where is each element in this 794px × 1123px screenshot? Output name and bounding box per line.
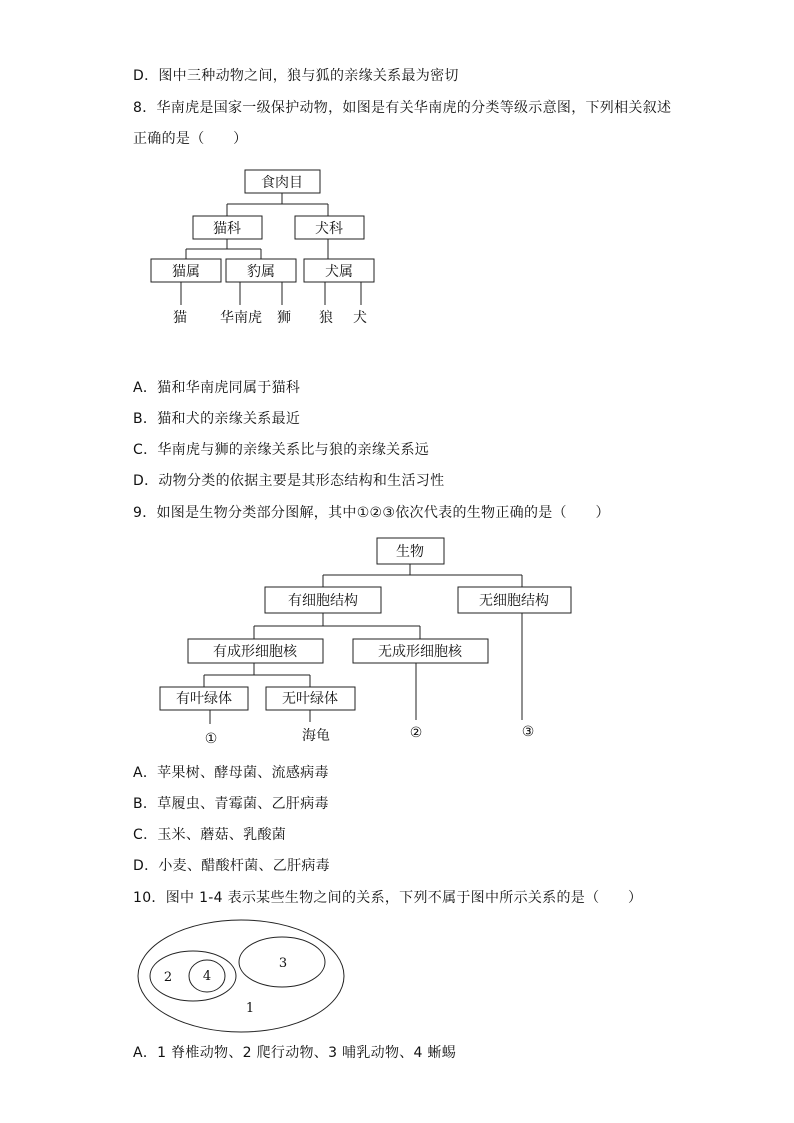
q9-option-d: D．小麦、醋酸杆菌、乙肝病毒 [133, 858, 330, 874]
node-without-chloroplast: 无叶绿体 [282, 691, 338, 707]
q10-venn-diagram [0, 918, 794, 1038]
node-without-nucleus: 无成形细胞核 [378, 644, 462, 660]
q9-option-c: C．玉米、蘑菇、乳酸菌 [133, 827, 287, 843]
node-with-nucleus: 有成形细胞核 [213, 644, 297, 660]
q8-option-a: A．猫和华南虎同属于猫科 [133, 380, 301, 396]
leaf-dog: 犬 [353, 310, 367, 326]
venn-label-4: 4 [202, 969, 212, 984]
venn-label-3: 3 [278, 956, 288, 971]
q8-option-d: D．动物分类的依据主要是其形态结构和生活习性 [133, 473, 445, 489]
venn-label-1: 1 [245, 1001, 255, 1016]
leaf-mark-1: ① [204, 731, 218, 747]
leaf-wolf: 狼 [319, 310, 333, 326]
q9-option-b: B．草履虫、青霉菌、乙肝病毒 [133, 796, 329, 812]
q8-stem-line2: 正确的是（ ） [133, 131, 248, 147]
q8-option-b: B．猫和犬的亲缘关系最近 [133, 411, 301, 427]
q8-option-c: C．华南虎与狮的亲缘关系比与狼的亲缘关系远 [133, 442, 430, 458]
q9-classification-tree [0, 530, 794, 750]
node-acellular: 无细胞结构 [479, 593, 549, 609]
q10-stem: 10．图中 1-4 表示某些生物之间的关系，下列不属于图中所示关系的是（ ） [133, 890, 643, 906]
node-genus-felis: 猫属 [172, 264, 200, 280]
node-cellular: 有细胞结构 [288, 593, 358, 609]
node-genus-panthera: 豹属 [247, 264, 275, 280]
leaf-mark-3: ③ [521, 724, 535, 740]
leaf-south-china-tiger: 华南虎 [220, 310, 262, 326]
q7-option-d: D．图中三种动物之间，狼与狐的亲缘关系最为密切 [133, 68, 459, 84]
q8-stem-line1: 8．华南虎是国家一级保护动物，如图是有关华南虎的分类等级示意图，下列相关叙述 [133, 100, 672, 116]
leaf-mark-2: ② [409, 725, 423, 741]
leaf-lion: 狮 [277, 310, 291, 326]
leaf-sea-turtle: 海龟 [302, 728, 330, 744]
node-order-carnivora: 食肉目 [261, 175, 303, 191]
node-with-chloroplast: 有叶绿体 [176, 691, 232, 707]
node-organisms: 生物 [396, 544, 424, 560]
q9-stem: 9．如图是生物分类部分图解，其中①②③依次代表的生物正确的是（ ） [133, 505, 610, 521]
q9-option-a: A．苹果树、酵母菌、流感病毒 [133, 765, 329, 781]
q8-classification-tree [0, 160, 794, 340]
q10-option-a: A．1 脊椎动物、2 爬行动物、3 哺乳动物、4 蜥蜴 [133, 1045, 457, 1061]
node-family-canidae: 犬科 [315, 221, 343, 237]
leaf-cat: 猫 [173, 310, 187, 326]
node-family-felidae: 猫科 [213, 221, 241, 237]
venn-label-2: 2 [163, 970, 173, 985]
node-genus-canis: 犬属 [325, 264, 353, 280]
